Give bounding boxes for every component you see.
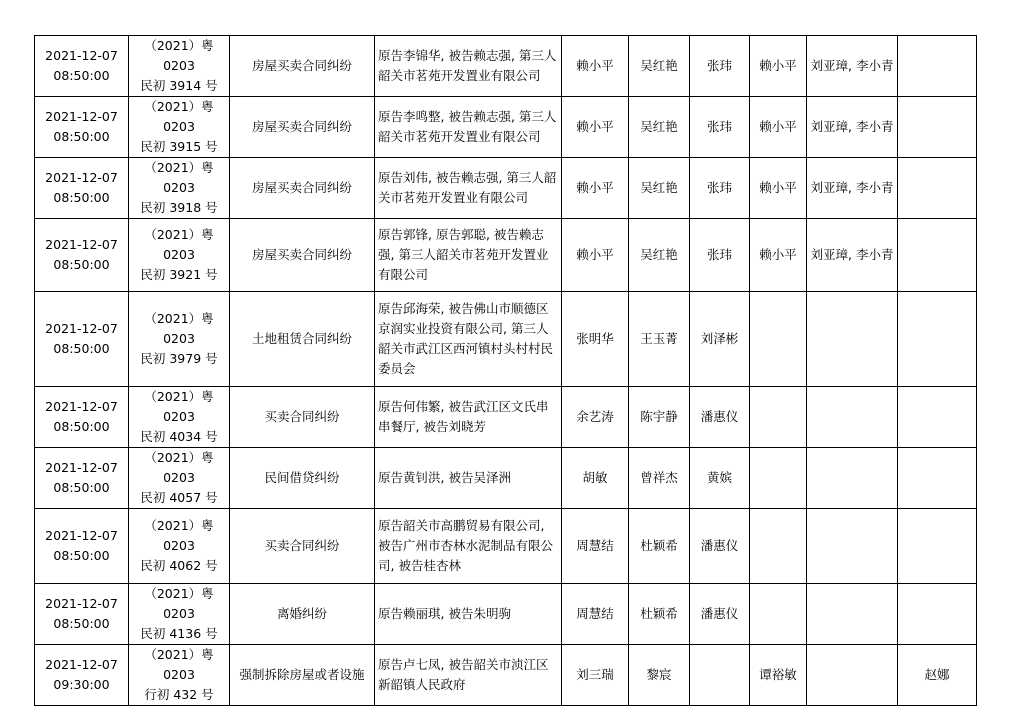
jurors-cell: 刘亚璋, 李小青 [807, 219, 898, 292]
hearing-time-cell: 2021-12-07 08:50:00 [35, 219, 129, 292]
extra-cell: 赵娜 [898, 645, 977, 706]
assistant-cell: 黄嫔 [690, 448, 750, 509]
assistant-cell: 刘泽彬 [690, 292, 750, 387]
case-number-cell: （2021）粤 0203 民初 4062 号 [129, 509, 230, 584]
hearing-time-cell: 2021-12-07 08:50:00 [35, 387, 129, 448]
judge-cell: 胡敏 [562, 448, 629, 509]
table-row [35, 36, 977, 97]
judge-cell: 张明华 [562, 292, 629, 387]
parties-cell: 原告卢七凤, 被告韶关市浈江区新韶镇人民政府 [375, 645, 562, 706]
extra-cell [898, 509, 977, 584]
case-cause-cell: 房屋买卖合同纠纷 [230, 36, 375, 97]
table-row [35, 219, 977, 292]
assistant-cell: 张玮 [690, 219, 750, 292]
jurors-cell: 刘亚璋, 李小青 [807, 36, 898, 97]
juror-cell [750, 584, 807, 645]
case-cause-cell: 房屋买卖合同纠纷 [230, 97, 375, 158]
assistant-cell: 潘惠仪 [690, 387, 750, 448]
parties-cell: 原告何伟繁, 被告武江区文氏串串餐厅, 被告刘晓芳 [375, 387, 562, 448]
clerk-cell: 吴红艳 [629, 219, 690, 292]
hearing-time-cell: 2021-12-07 08:50:00 [35, 509, 129, 584]
clerk-cell: 陈宇静 [629, 387, 690, 448]
table-row [35, 158, 977, 219]
jurors-cell [807, 387, 898, 448]
assistant-cell: 潘惠仪 [690, 584, 750, 645]
hearing-time-cell: 2021-12-07 08:50:00 [35, 158, 129, 219]
table-row [35, 509, 977, 584]
judge-cell: 赖小平 [562, 97, 629, 158]
judge-cell: 赖小平 [562, 219, 629, 292]
clerk-cell: 吴红艳 [629, 97, 690, 158]
extra-cell [898, 97, 977, 158]
judge-cell: 余艺涛 [562, 387, 629, 448]
table-row [35, 584, 977, 645]
table-row [35, 292, 977, 387]
hearing-time-cell: 2021-12-07 08:50:00 [35, 36, 129, 97]
case-cause-cell: 民间借贷纠纷 [230, 448, 375, 509]
case-number-cell: （2021）粤 0203 民初 4034 号 [129, 387, 230, 448]
jurors-cell: 刘亚璋, 李小青 [807, 97, 898, 158]
case-number-cell: （2021）粤 0203 民初 3915 号 [129, 97, 230, 158]
case-number-cell: （2021）粤 0203 民初 4057 号 [129, 448, 230, 509]
case-cause-cell: 土地租赁合同纠纷 [230, 292, 375, 387]
case-number-cell: （2021）粤 0203 民初 3979 号 [129, 292, 230, 387]
hearing-time-cell: 2021-12-07 09:30:00 [35, 645, 129, 706]
case-number-cell: （2021）粤 0203 民初 3921 号 [129, 219, 230, 292]
table-row [35, 387, 977, 448]
jurors-cell [807, 448, 898, 509]
parties-cell: 原告李鸣整, 被告赖志强, 第三人韶关市茗苑开发置业有限公司 [375, 97, 562, 158]
assistant-cell: 张玮 [690, 158, 750, 219]
extra-cell [898, 36, 977, 97]
table-row [35, 97, 977, 158]
extra-cell [898, 387, 977, 448]
parties-cell: 原告刘伟, 被告赖志强, 第三人韶关市茗苑开发置业有限公司 [375, 158, 562, 219]
clerk-cell: 黎宸 [629, 645, 690, 706]
case-cause-cell: 房屋买卖合同纠纷 [230, 219, 375, 292]
clerk-cell: 杜颖希 [629, 584, 690, 645]
juror-cell [750, 292, 807, 387]
jurors-cell: 刘亚璋, 李小青 [807, 158, 898, 219]
parties-cell: 原告赖丽琪, 被告朱明驹 [375, 584, 562, 645]
juror-cell: 谭裕敏 [750, 645, 807, 706]
parties-cell: 原告李锦华, 被告赖志强, 第三人韶关市茗苑开发置业有限公司 [375, 36, 562, 97]
clerk-cell: 吴红艳 [629, 158, 690, 219]
juror-cell [750, 448, 807, 509]
jurors-cell [807, 645, 898, 706]
hearing-time-cell: 2021-12-07 08:50:00 [35, 584, 129, 645]
judge-cell: 周慧结 [562, 584, 629, 645]
parties-cell: 原告黄钊洪, 被告吴泽洲 [375, 448, 562, 509]
judge-cell: 赖小平 [562, 36, 629, 97]
parties-cell: 原告郭锋, 原告郭聪, 被告赖志强, 第三人韶关市茗苑开发置业有限公司 [375, 219, 562, 292]
extra-cell [898, 448, 977, 509]
hearing-time-cell: 2021-12-07 08:50:00 [35, 97, 129, 158]
clerk-cell: 曾祥杰 [629, 448, 690, 509]
jurors-cell [807, 584, 898, 645]
case-cause-cell: 房屋买卖合同纠纷 [230, 158, 375, 219]
judge-cell: 赖小平 [562, 158, 629, 219]
case-number-cell: （2021）粤 0203 民初 3918 号 [129, 158, 230, 219]
parties-cell: 原告韶关市高鹏贸易有限公司, 被告广州市杏林水泥制品有限公司, 被告桂杏林 [375, 509, 562, 584]
assistant-cell [690, 645, 750, 706]
juror-cell: 赖小平 [750, 36, 807, 97]
assistant-cell: 潘惠仪 [690, 509, 750, 584]
jurors-cell [807, 509, 898, 584]
case-number-cell: （2021）粤 0203 民初 4136 号 [129, 584, 230, 645]
table-body [35, 36, 977, 706]
clerk-cell: 杜颖希 [629, 509, 690, 584]
jurors-cell [807, 292, 898, 387]
case-number-cell: （2021）粤 0203 行初 432 号 [129, 645, 230, 706]
table-row [35, 645, 977, 706]
judge-cell: 刘三瑞 [562, 645, 629, 706]
clerk-cell: 吴红艳 [629, 36, 690, 97]
juror-cell [750, 387, 807, 448]
assistant-cell: 张玮 [690, 97, 750, 158]
case-number-cell: （2021）粤 0203 民初 3914 号 [129, 36, 230, 97]
case-cause-cell: 买卖合同纠纷 [230, 509, 375, 584]
extra-cell [898, 158, 977, 219]
hearing-time-cell: 2021-12-07 08:50:00 [35, 292, 129, 387]
judge-cell: 周慧结 [562, 509, 629, 584]
juror-cell [750, 509, 807, 584]
assistant-cell: 张玮 [690, 36, 750, 97]
juror-cell: 赖小平 [750, 219, 807, 292]
case-cause-cell: 离婚纠纷 [230, 584, 375, 645]
extra-cell [898, 584, 977, 645]
hearing-schedule-table [34, 35, 977, 706]
clerk-cell: 王玉菁 [629, 292, 690, 387]
juror-cell: 赖小平 [750, 97, 807, 158]
table-row [35, 448, 977, 509]
extra-cell [898, 292, 977, 387]
case-cause-cell: 买卖合同纠纷 [230, 387, 375, 448]
hearing-time-cell: 2021-12-07 08:50:00 [35, 448, 129, 509]
extra-cell [898, 219, 977, 292]
juror-cell: 赖小平 [750, 158, 807, 219]
parties-cell: 原告邱海荣, 被告佛山市顺德区京润实业投资有限公司, 第三人韶关市武江区西河镇村头村村民委员会 [375, 292, 562, 387]
case-cause-cell: 强制拆除房屋或者设施 [230, 645, 375, 706]
